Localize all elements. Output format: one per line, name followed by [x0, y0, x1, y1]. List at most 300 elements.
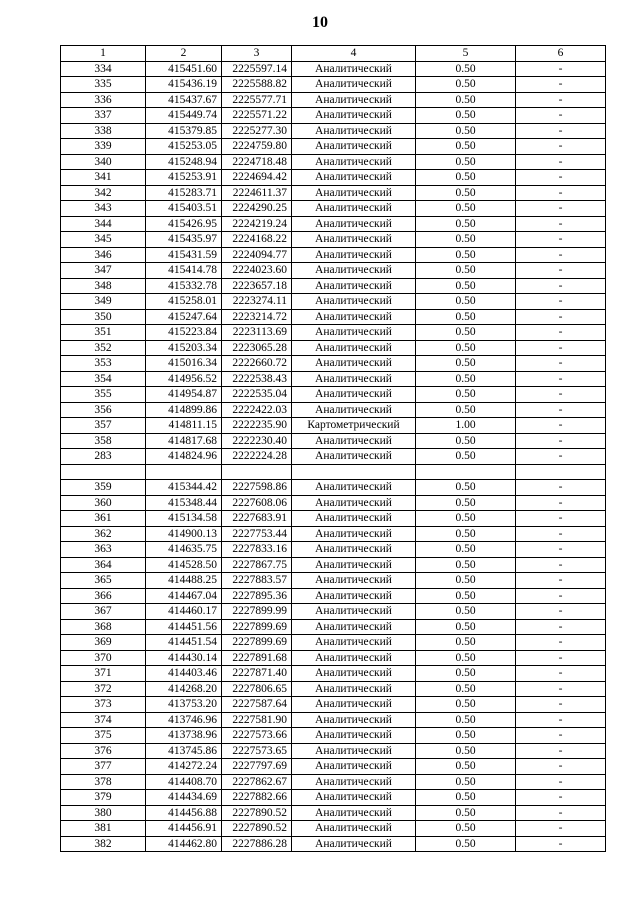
accuracy-cell: 0.50 [416, 480, 516, 496]
x-coordinate-cell: 415348.44 [146, 495, 222, 511]
method-cell: Аналитический [292, 449, 416, 465]
method-cell: Аналитический [292, 712, 416, 728]
accuracy-cell: 0.50 [416, 759, 516, 775]
table-row [61, 681, 606, 697]
table-row [61, 418, 606, 434]
x-coordinate-cell: 415283.71 [146, 185, 222, 201]
table-row [61, 666, 606, 682]
x-coordinate-cell: 415247.64 [146, 309, 222, 325]
table-row [61, 247, 606, 263]
x-coordinate-cell: 414456.91 [146, 821, 222, 837]
accuracy-cell: 0.50 [416, 201, 516, 217]
note-cell: - [516, 201, 606, 217]
x-coordinate-cell: 415436.19 [146, 77, 222, 93]
table-row [61, 387, 606, 403]
method-cell: Аналитический [292, 371, 416, 387]
method-cell: Аналитический [292, 604, 416, 620]
y-coordinate-cell: 2224168.22 [222, 232, 292, 248]
accuracy-cell: 0.50 [416, 449, 516, 465]
table-row [61, 449, 606, 465]
accuracy-cell: 0.50 [416, 294, 516, 310]
note-cell: - [516, 557, 606, 573]
point-number-cell: 336 [61, 92, 146, 108]
y-coordinate-cell: 2222538.43 [222, 371, 292, 387]
table-row [61, 728, 606, 744]
note-cell: - [516, 77, 606, 93]
y-coordinate-cell: 2227806.65 [222, 681, 292, 697]
accuracy-cell: 0.50 [416, 325, 516, 341]
x-coordinate-cell: 415248.94 [146, 154, 222, 170]
method-cell: Аналитический [292, 61, 416, 77]
table-row [61, 759, 606, 775]
accuracy-cell: 0.50 [416, 402, 516, 418]
x-coordinate-cell: 414434.69 [146, 790, 222, 806]
y-coordinate-cell: 2224694.42 [222, 170, 292, 186]
accuracy-cell: 0.50 [416, 387, 516, 403]
point-number-cell: 340 [61, 154, 146, 170]
note-cell: - [516, 604, 606, 620]
point-number-cell: 367 [61, 604, 146, 620]
x-coordinate-cell: 414268.20 [146, 681, 222, 697]
point-number-cell: 371 [61, 666, 146, 682]
point-number-cell: 342 [61, 185, 146, 201]
y-coordinate-cell: 2227899.99 [222, 604, 292, 620]
table-row [61, 216, 606, 232]
accuracy-cell [416, 464, 516, 480]
method-cell: Аналитический [292, 681, 416, 697]
method-cell: Аналитический [292, 278, 416, 294]
accuracy-cell: 0.50 [416, 356, 516, 372]
y-coordinate-cell: 2224094.77 [222, 247, 292, 263]
accuracy-cell: 0.50 [416, 619, 516, 635]
note-cell: - [516, 712, 606, 728]
method-cell: Аналитический [292, 635, 416, 651]
x-coordinate-cell: 414408.70 [146, 774, 222, 790]
point-number-cell: 381 [61, 821, 146, 837]
y-coordinate-cell: 2227587.64 [222, 697, 292, 713]
y-coordinate-cell: 2223657.18 [222, 278, 292, 294]
point-number-cell: 373 [61, 697, 146, 713]
x-coordinate-cell: 415403.51 [146, 201, 222, 217]
table-row [61, 325, 606, 341]
note-cell: - [516, 139, 606, 155]
y-coordinate-cell: 2224219.24 [222, 216, 292, 232]
accuracy-cell: 0.50 [416, 123, 516, 139]
note-cell: - [516, 526, 606, 542]
note-cell: - [516, 681, 606, 697]
method-cell: Аналитический [292, 340, 416, 356]
point-number-cell: 353 [61, 356, 146, 372]
y-coordinate-cell: 2224759.80 [222, 139, 292, 155]
x-coordinate-cell: 414430.14 [146, 650, 222, 666]
point-number-cell [61, 464, 146, 480]
point-number-cell: 354 [61, 371, 146, 387]
x-coordinate-cell: 415344.42 [146, 480, 222, 496]
x-coordinate-cell: 414824.96 [146, 449, 222, 465]
x-coordinate-cell: 414956.52 [146, 371, 222, 387]
note-cell: - [516, 371, 606, 387]
method-cell: Аналитический [292, 108, 416, 124]
x-coordinate-cell: 414462.80 [146, 836, 222, 852]
method-cell: Аналитический [292, 294, 416, 310]
note-cell: - [516, 805, 606, 821]
note-cell: - [516, 635, 606, 651]
point-number-cell: 380 [61, 805, 146, 821]
method-cell: Аналитический [292, 821, 416, 837]
table-row [61, 433, 606, 449]
point-number-cell: 364 [61, 557, 146, 573]
method-cell: Аналитический [292, 805, 416, 821]
x-coordinate-cell: 415223.84 [146, 325, 222, 341]
table-row [61, 185, 606, 201]
y-coordinate-cell: 2222660.72 [222, 356, 292, 372]
accuracy-cell: 0.50 [416, 185, 516, 201]
x-coordinate-cell: 414451.54 [146, 635, 222, 651]
accuracy-cell: 0.50 [416, 263, 516, 279]
point-number-cell: 376 [61, 743, 146, 759]
table-row [61, 511, 606, 527]
x-coordinate-cell: 414811.15 [146, 418, 222, 434]
table-row [61, 61, 606, 77]
accuracy-cell: 0.50 [416, 340, 516, 356]
note-cell: - [516, 759, 606, 775]
y-coordinate-cell: 2227895.36 [222, 588, 292, 604]
accuracy-cell: 0.50 [416, 635, 516, 651]
accuracy-cell: 0.50 [416, 216, 516, 232]
y-coordinate-cell: 2225277.30 [222, 123, 292, 139]
method-cell: Аналитический [292, 619, 416, 635]
table-row [61, 573, 606, 589]
table-row [61, 402, 606, 418]
method-cell: Аналитический [292, 309, 416, 325]
table-row [61, 526, 606, 542]
note-cell: - [516, 821, 606, 837]
note-cell: - [516, 232, 606, 248]
note-cell: - [516, 123, 606, 139]
method-cell: Аналитический [292, 139, 416, 155]
point-number-cell: 337 [61, 108, 146, 124]
accuracy-cell: 0.50 [416, 805, 516, 821]
accuracy-cell: 0.50 [416, 542, 516, 558]
note-cell: - [516, 216, 606, 232]
table-row [61, 619, 606, 635]
y-coordinate-cell: 2227683.91 [222, 511, 292, 527]
note-cell: - [516, 309, 606, 325]
x-coordinate-cell: 415414.78 [146, 263, 222, 279]
method-cell: Аналитический [292, 201, 416, 217]
table-row [61, 294, 606, 310]
point-number-cell: 360 [61, 495, 146, 511]
y-coordinate-cell: 2222235.90 [222, 418, 292, 434]
point-number-cell: 362 [61, 526, 146, 542]
accuracy-cell: 0.50 [416, 728, 516, 744]
table-body [61, 61, 606, 852]
point-number-cell: 343 [61, 201, 146, 217]
x-coordinate-cell: 415258.01 [146, 294, 222, 310]
y-coordinate-cell: 2227573.66 [222, 728, 292, 744]
accuracy-cell: 0.50 [416, 232, 516, 248]
y-coordinate-cell: 2227833.16 [222, 542, 292, 558]
y-coordinate-cell [222, 464, 292, 480]
x-coordinate-cell: 413745.86 [146, 743, 222, 759]
accuracy-cell: 0.50 [416, 526, 516, 542]
method-cell: Аналитический [292, 542, 416, 558]
accuracy-cell: 0.50 [416, 790, 516, 806]
point-number-cell: 339 [61, 139, 146, 155]
method-cell: Аналитический [292, 836, 416, 852]
x-coordinate-cell: 414456.88 [146, 805, 222, 821]
table-row [61, 278, 606, 294]
point-number-cell: 366 [61, 588, 146, 604]
y-coordinate-cell: 2227899.69 [222, 619, 292, 635]
note-cell: - [516, 619, 606, 635]
note-cell: - [516, 697, 606, 713]
method-cell: Аналитический [292, 774, 416, 790]
table-row [61, 108, 606, 124]
table-row [61, 588, 606, 604]
note-cell: - [516, 728, 606, 744]
note-cell: - [516, 294, 606, 310]
method-cell: Аналитический [292, 480, 416, 496]
header-cell-3: 3 [222, 46, 292, 62]
method-cell: Аналитический [292, 402, 416, 418]
point-number-cell: 341 [61, 170, 146, 186]
x-coordinate-cell: 415134.58 [146, 511, 222, 527]
note-cell: - [516, 511, 606, 527]
y-coordinate-cell: 2225577.71 [222, 92, 292, 108]
table-row [61, 790, 606, 806]
y-coordinate-cell: 2223113.69 [222, 325, 292, 341]
method-cell: Аналитический [292, 92, 416, 108]
point-number-cell: 335 [61, 77, 146, 93]
x-coordinate-cell: 415451.60 [146, 61, 222, 77]
x-coordinate-cell [146, 464, 222, 480]
table-row [61, 92, 606, 108]
table-row [61, 697, 606, 713]
point-number-cell: 377 [61, 759, 146, 775]
note-cell: - [516, 247, 606, 263]
method-cell: Аналитический [292, 263, 416, 279]
y-coordinate-cell: 2227598.86 [222, 480, 292, 496]
note-cell: - [516, 263, 606, 279]
table-row [61, 743, 606, 759]
note-cell: - [516, 185, 606, 201]
x-coordinate-cell: 414954.87 [146, 387, 222, 403]
table-row [61, 371, 606, 387]
table-row [61, 309, 606, 325]
point-number-cell: 369 [61, 635, 146, 651]
note-cell: - [516, 170, 606, 186]
y-coordinate-cell: 2227899.69 [222, 635, 292, 651]
method-cell: Аналитический [292, 728, 416, 744]
point-number-cell: 344 [61, 216, 146, 232]
x-coordinate-cell: 415435.97 [146, 232, 222, 248]
note-cell: - [516, 573, 606, 589]
accuracy-cell: 0.50 [416, 309, 516, 325]
method-cell: Аналитический [292, 511, 416, 527]
y-coordinate-cell: 2227882.66 [222, 790, 292, 806]
note-cell: - [516, 495, 606, 511]
point-number-cell: 345 [61, 232, 146, 248]
point-number-cell: 350 [61, 309, 146, 325]
accuracy-cell: 0.50 [416, 139, 516, 155]
x-coordinate-cell: 415431.59 [146, 247, 222, 263]
y-coordinate-cell: 2225597.14 [222, 61, 292, 77]
point-number-cell: 375 [61, 728, 146, 744]
note-cell: - [516, 154, 606, 170]
accuracy-cell: 0.50 [416, 681, 516, 697]
accuracy-cell: 0.50 [416, 77, 516, 93]
y-coordinate-cell: 2225588.82 [222, 77, 292, 93]
table-row [61, 712, 606, 728]
point-number-cell: 374 [61, 712, 146, 728]
y-coordinate-cell: 2223274.11 [222, 294, 292, 310]
point-number-cell: 356 [61, 402, 146, 418]
accuracy-cell: 0.50 [416, 495, 516, 511]
table-row [61, 154, 606, 170]
note-cell: - [516, 278, 606, 294]
accuracy-cell: 0.50 [416, 154, 516, 170]
table-row [61, 805, 606, 821]
point-number-cell: 338 [61, 123, 146, 139]
y-coordinate-cell: 2227608.06 [222, 495, 292, 511]
accuracy-cell: 0.50 [416, 278, 516, 294]
y-coordinate-cell: 2222535.04 [222, 387, 292, 403]
note-cell: - [516, 433, 606, 449]
table-row [61, 604, 606, 620]
table-row [61, 139, 606, 155]
method-cell: Аналитический [292, 526, 416, 542]
accuracy-cell: 0.50 [416, 247, 516, 263]
x-coordinate-cell: 415379.85 [146, 123, 222, 139]
x-coordinate-cell: 414488.25 [146, 573, 222, 589]
point-number-cell: 363 [61, 542, 146, 558]
x-coordinate-cell: 415426.95 [146, 216, 222, 232]
y-coordinate-cell: 2222422.03 [222, 402, 292, 418]
method-cell: Аналитический [292, 154, 416, 170]
point-number-cell: 379 [61, 790, 146, 806]
note-cell: - [516, 340, 606, 356]
note-cell: - [516, 402, 606, 418]
accuracy-cell: 0.50 [416, 557, 516, 573]
point-number-cell: 365 [61, 573, 146, 589]
table-row [61, 635, 606, 651]
accuracy-cell: 0.50 [416, 743, 516, 759]
x-coordinate-cell: 414460.17 [146, 604, 222, 620]
note-cell: - [516, 356, 606, 372]
y-coordinate-cell: 2223214.72 [222, 309, 292, 325]
method-cell: Аналитический [292, 232, 416, 248]
x-coordinate-cell: 415437.67 [146, 92, 222, 108]
header-cell-5: 5 [416, 46, 516, 62]
x-coordinate-cell: 414900.13 [146, 526, 222, 542]
x-coordinate-cell: 414467.04 [146, 588, 222, 604]
method-cell: Аналитический [292, 743, 416, 759]
y-coordinate-cell: 2222230.40 [222, 433, 292, 449]
accuracy-cell: 0.50 [416, 604, 516, 620]
y-coordinate-cell: 2227862.67 [222, 774, 292, 790]
point-number-cell: 351 [61, 325, 146, 341]
y-coordinate-cell: 2227890.52 [222, 821, 292, 837]
accuracy-cell: 0.50 [416, 371, 516, 387]
point-number-cell: 368 [61, 619, 146, 635]
page-number: 10 [312, 14, 328, 31]
x-coordinate-cell: 414403.46 [146, 666, 222, 682]
x-coordinate-cell: 414817.68 [146, 433, 222, 449]
accuracy-cell: 1.00 [416, 418, 516, 434]
accuracy-cell: 0.50 [416, 821, 516, 837]
y-coordinate-cell: 2227573.65 [222, 743, 292, 759]
table-row [61, 263, 606, 279]
y-coordinate-cell: 2222224.28 [222, 449, 292, 465]
x-coordinate-cell: 415203.34 [146, 340, 222, 356]
point-number-cell: 334 [61, 61, 146, 77]
x-coordinate-cell: 415332.78 [146, 278, 222, 294]
method-cell: Аналитический [292, 495, 416, 511]
accuracy-cell: 0.50 [416, 92, 516, 108]
note-cell: - [516, 774, 606, 790]
note-cell: - [516, 61, 606, 77]
y-coordinate-cell: 2224290.25 [222, 201, 292, 217]
point-number-cell: 361 [61, 511, 146, 527]
y-coordinate-cell: 2227891.68 [222, 650, 292, 666]
method-cell: Аналитический [292, 123, 416, 139]
note-cell: - [516, 108, 606, 124]
note-cell: - [516, 588, 606, 604]
x-coordinate-cell: 415253.05 [146, 139, 222, 155]
method-cell: Аналитический [292, 790, 416, 806]
y-coordinate-cell: 2224023.60 [222, 263, 292, 279]
method-cell: Аналитический [292, 387, 416, 403]
table-row [61, 170, 606, 186]
accuracy-cell: 0.50 [416, 511, 516, 527]
method-cell: Аналитический [292, 650, 416, 666]
y-coordinate-cell: 2227871.40 [222, 666, 292, 682]
y-coordinate-cell: 2227581.90 [222, 712, 292, 728]
note-cell [516, 464, 606, 480]
y-coordinate-cell: 2225571.22 [222, 108, 292, 124]
point-number-cell: 372 [61, 681, 146, 697]
accuracy-cell: 0.50 [416, 433, 516, 449]
note-cell: - [516, 743, 606, 759]
accuracy-cell: 0.50 [416, 108, 516, 124]
point-number-cell: 348 [61, 278, 146, 294]
note-cell: - [516, 650, 606, 666]
header-row [61, 46, 606, 62]
note-cell: - [516, 387, 606, 403]
y-coordinate-cell: 2227867.75 [222, 557, 292, 573]
header-cell-6: 6 [516, 46, 606, 62]
y-coordinate-cell: 2224718.48 [222, 154, 292, 170]
y-coordinate-cell: 2227883.57 [222, 573, 292, 589]
method-cell: Аналитический [292, 697, 416, 713]
method-cell: Аналитический [292, 356, 416, 372]
accuracy-cell: 0.50 [416, 170, 516, 186]
accuracy-cell: 0.50 [416, 836, 516, 852]
table-row [61, 821, 606, 837]
table-row [61, 774, 606, 790]
table-row [61, 495, 606, 511]
method-cell: Аналитический [292, 759, 416, 775]
point-number-cell: 346 [61, 247, 146, 263]
x-coordinate-cell: 413746.96 [146, 712, 222, 728]
x-coordinate-cell: 414899.86 [146, 402, 222, 418]
point-number-cell: 378 [61, 774, 146, 790]
method-cell: Аналитический [292, 247, 416, 263]
method-cell: Аналитический [292, 216, 416, 232]
method-cell: Аналитический [292, 433, 416, 449]
accuracy-cell: 0.50 [416, 61, 516, 77]
